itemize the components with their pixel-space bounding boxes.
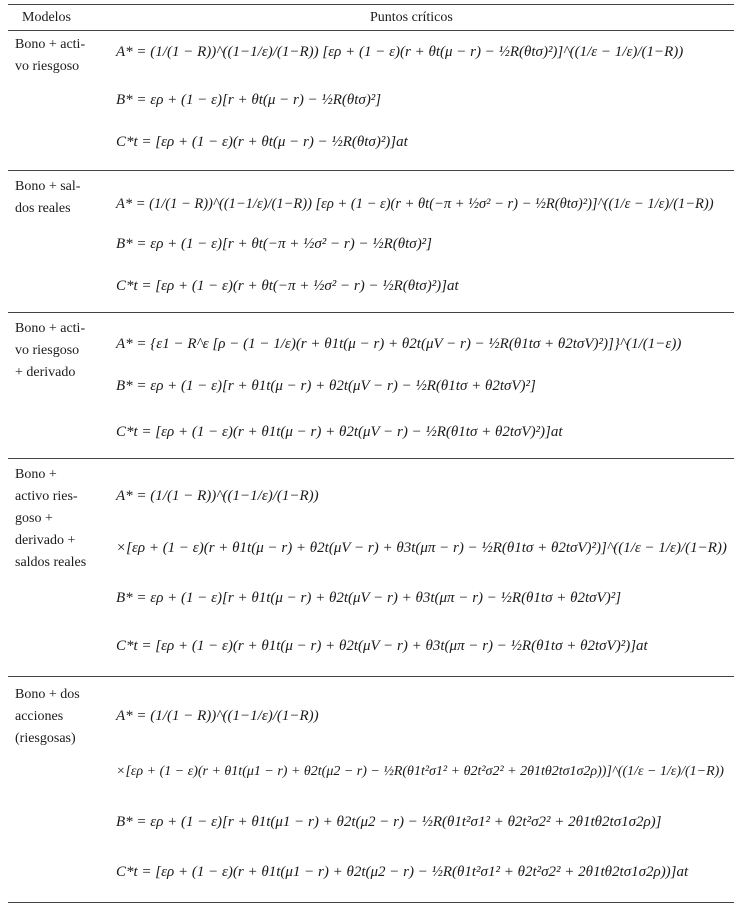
model-line: Bono + sal- xyxy=(15,179,81,194)
equation-b: B* = ερ + (1 − ε)[r + θ1t(μ − r) + θ2t(μV − r) − ½R(θ1tσ + θ2tσV)²] xyxy=(116,378,536,394)
model-line: saldos reales xyxy=(15,555,87,570)
model-cell-1 xyxy=(15,34,107,78)
equation-a-continued: ×[ερ + (1 − ε)(r + θ1t(μ − r) + θ2t(μV − r) + θ3t(μπ − r) − ½R(θ1tσ + θ2tσV)²)]^((1/ε − 1/ε)/(1−R)) xyxy=(116,540,727,556)
model-line: Bono + acti- xyxy=(15,321,86,336)
row-rule xyxy=(8,676,734,677)
equation-a: A* = {ε1 − R^ε [ρ − (1 − 1/ε)(r + θ1t(μ − r) + θ2t(μV − r) − ½R(θ1tσ + θ2tσV)²)]}^(1/(1−ε)) xyxy=(116,336,682,352)
model-cell-2 xyxy=(15,176,107,220)
model-cell-4 xyxy=(15,464,107,574)
header-models: Modelos xyxy=(22,10,71,25)
bottom-rule xyxy=(8,902,734,903)
equation-c: C*t = [ερ + (1 − ε)(r + θ1t(μ − r) + θ2t(μV − r) + θ3t(μπ − r) − ½R(θ1tσ + θ2tσV)²)]at xyxy=(116,638,648,654)
equation-a: A* = (1/(1 − R))^((1−1/ε)/(1−R)) [ερ + (1 − ε)(r + θt(μ − r) − ½R(θtσ)²)]^((1/ε − 1/ε)/(1−R)) xyxy=(116,44,684,60)
equation-a: A* = (1/(1 − R))^((1−1/ε)/(1−R)) xyxy=(116,488,319,504)
equation-c: C*t = [ερ + (1 − ε)(r + θt(−π + ½σ² − r) − ½R(θtσ)²)]at xyxy=(116,278,459,294)
equation-b: B* = ερ + (1 − ε)[r + θ1t(μ1 − r) + θ2t(μ2 − r) − ½R(θ1t²σ1² + θ2t²σ2² + 2θ1tθ2tσ1σ2ρ)] xyxy=(116,814,662,830)
equation-b: B* = ερ + (1 − ε)[r + θ1t(μ − r) + θ2t(μV − r) + θ3t(μπ − r) − ½R(θ1tσ + θ2tσV)²] xyxy=(116,590,622,606)
model-line: Bono + xyxy=(15,467,57,482)
equation-b: B* = ερ + (1 − ε)[r + θt(μ − r) − ½R(θtσ)²] xyxy=(116,92,382,108)
row-rule xyxy=(8,458,734,459)
model-cell-3 xyxy=(15,318,107,384)
model-line: activo ries- xyxy=(15,489,78,504)
equation-a: A* = (1/(1 − R))^((1−1/ε)/(1−R)) [ερ + (1 − ε)(r + θt(−π + ½σ² − r) − ½R(θtσ)²)]^((1/ε − 1/ε)/(1−R)) xyxy=(116,196,714,212)
top-rule xyxy=(8,4,734,5)
header-rule xyxy=(8,30,734,31)
header-critical-points: Puntos críticos xyxy=(370,10,453,25)
equation-c: C*t = [ερ + (1 − ε)(r + θ1t(μ1 − r) + θ2t(μ2 − r) − ½R(θ1t²σ1² + θ2t²σ2² + 2θ1tθ2tσ1σ2ρ))]at xyxy=(116,864,689,880)
model-line: + derivado xyxy=(15,365,76,380)
model-line: vo riesgoso xyxy=(15,343,80,358)
equation-c: C*t = [ερ + (1 − ε)(r + θt(μ − r) − ½R(θtσ)²)]at xyxy=(116,134,408,150)
model-line: goso + xyxy=(15,511,53,526)
model-line: Bono + acti- xyxy=(15,37,86,52)
model-line: dos reales xyxy=(15,201,71,216)
model-cell-5 xyxy=(15,684,107,750)
equation-a: A* = (1/(1 − R))^((1−1/ε)/(1−R)) xyxy=(116,708,319,724)
row-rule xyxy=(8,312,734,313)
model-line: acciones xyxy=(15,709,64,724)
equation-c: C*t = [ερ + (1 − ε)(r + θ1t(μ − r) + θ2t(μV − r) − ½R(θ1tσ + θ2tσV)²)]at xyxy=(116,424,563,440)
row-rule xyxy=(8,170,734,171)
model-line: vo riesgoso xyxy=(15,59,80,74)
model-line: (riesgosas) xyxy=(15,731,76,746)
equation-b: B* = ερ + (1 − ε)[r + θt(−π + ½σ² − r) − ½R(θtσ)²] xyxy=(116,236,433,252)
model-line: derivado + xyxy=(15,533,76,548)
model-line: Bono + dos xyxy=(15,687,80,702)
equation-a-continued: ×[ερ + (1 − ε)(r + θ1t(μ1 − r) + θ2t(μ2 − r) − ½R(θ1t²σ1² + θ2t²σ2² + 2θ1tθ2tσ1σ2ρ))]^((1/ε − 1/ε)/(1−R)) xyxy=(116,764,724,779)
